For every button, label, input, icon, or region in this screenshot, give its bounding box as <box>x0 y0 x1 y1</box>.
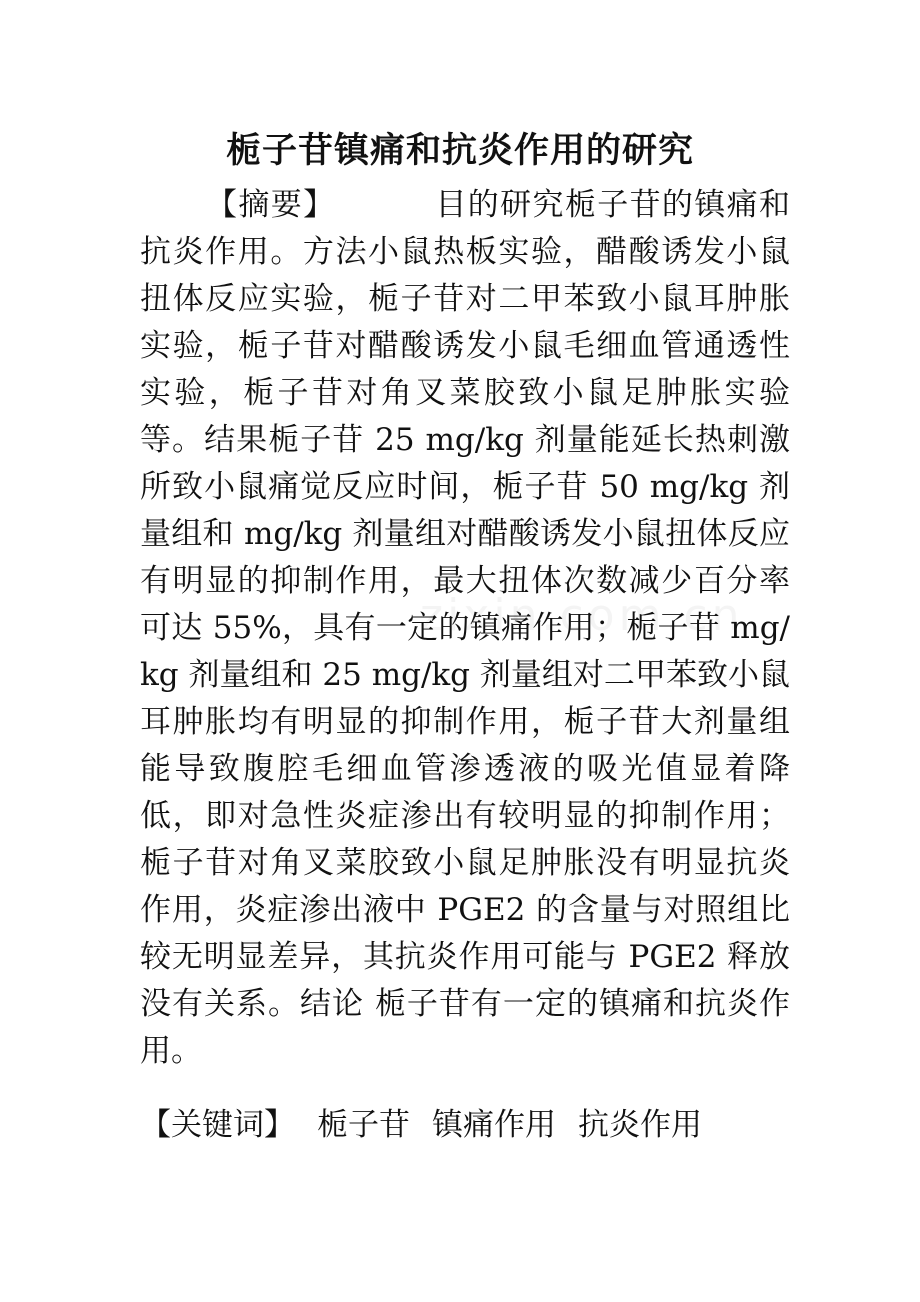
page-title: 栀子苷镇痛和抗炎作用的研究 <box>225 131 694 171</box>
keyword-2: 镇痛作用 <box>432 1107 556 1143</box>
keywords-label: 【关键词】 <box>140 1107 295 1143</box>
keyword-3: 抗炎作用 <box>578 1107 702 1143</box>
abstract-paragraph <box>140 182 790 1075</box>
abstract-label: 【摘要】 <box>206 187 336 223</box>
keywords-line <box>140 1102 790 1149</box>
keyword-1: 栀子苷 <box>317 1107 410 1143</box>
abstract-text: 目的研究栀子苷的镇痛和抗炎作用。方法小鼠热板实验，醋酸诱发小鼠扭体反应实验，栀子苷对二甲苯致小鼠耳肿胀实验，栀子苷对醋酸诱发小鼠毛细血管通透性实验，栀子苷对角叉菜胶致小鼠足肿胀实验等。结果栀子苷 25 mg/kg 剂量能延长热刺激所致小鼠痛觉反应时间，栀子苷 50 mg/kg 剂量组和 mg/kg 剂量组对醋酸诱发小鼠扭体反应有明显的抑制作用，最大扭体次数减少百分率可达 55%，具有一定的镇痛作用；栀子苷 mg/kg 剂量组和 25 mg/kg 剂量组对二甲苯致小鼠耳肿胀均有明显的抑制作用，栀子苷大剂量组能导致腹腔毛细血管渗透液的吸光值显着降低，即对急性炎症渗出有较明显的抑制作用；栀子苷对角叉菜胶致小鼠足肿胀没有明显抗炎作用，炎症渗出液中 PGE2 的含量与对照组比较无明显差异，其抗炎作用可能与 PGE2 释放没有关系。结论 栀子苷有一定的镇痛和抗炎作用。 <box>140 187 791 1069</box>
